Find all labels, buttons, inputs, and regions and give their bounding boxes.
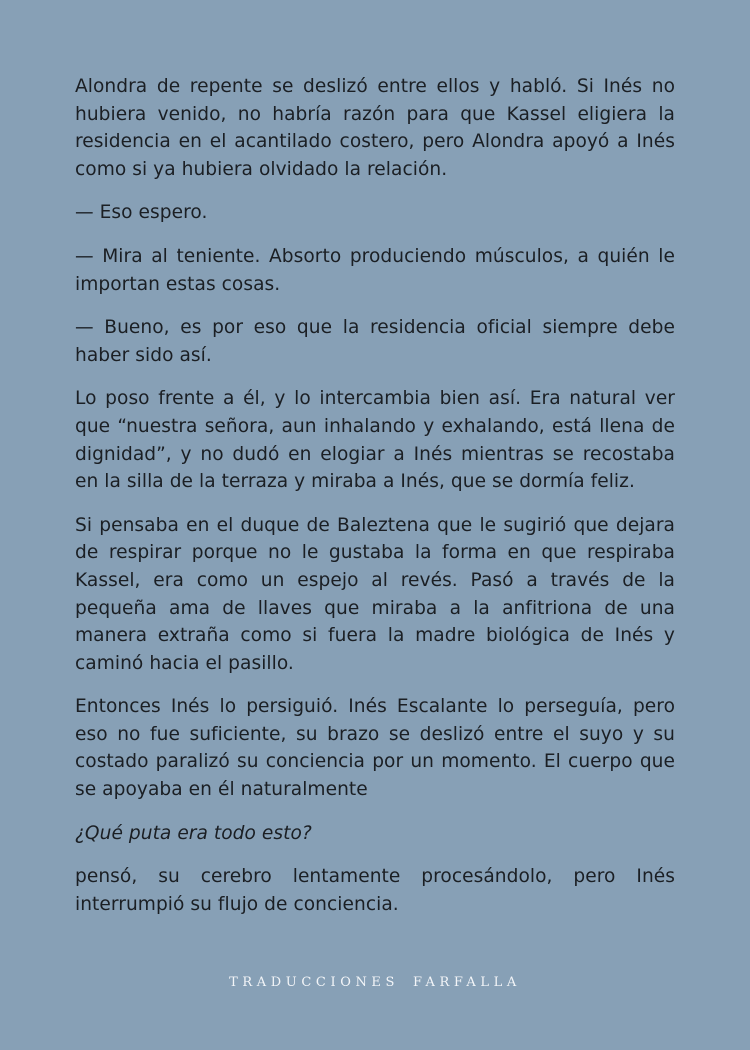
page-text [75,73,675,934]
paragraph-2: — Eso espero. [75,202,208,224]
paragraph-1: Alondra de repente se deslizó entre ellos y habló. Si Inés no hubiera venido, no habría razón para que Kassel eligiera la residencia en el acantilado costero, pero Alondra apoyó a Inés como si ya hubiera olvidado la relación. [75,76,675,180]
footer-credit [0,975,750,990]
paragraph-4: — Bueno, es por eso que la residencia oficial siempre debe haber sido así. [75,317,675,366]
paragraph-6: Si pensaba en el duque de Baleztena que le sugirió que dejara de respirar porque no le gustaba la forma en que respiraba Kassel, era como un espejo al revés. Pasó a través de la pequeña ama de llaves que miraba a la anfitriona de una manera extraña como si fuera la madre biológica de Inés y caminó hacia el pasillo. [75,514,675,674]
paragraph-7: Entonces Inés lo persiguió. Inés Escalante lo perseguía, pero eso no fue suficiente, su brazo se deslizó entre el suyo y su costado paralizó su conciencia por un momento. El cuerpo que se apoyaba en él naturalmente [75,696,675,801]
paragraph-9: pensó, su cerebro lentamente procesándolo, pero Inés interrumpió su flujo de conciencia. [75,866,675,915]
paragraph-8-italic-thought: ¿Qué puta era todo esto? [75,822,312,844]
footer-credit-left: TRADUCCIONES [229,975,400,990]
paragraph-5: Lo poso frente a él, y lo intercambia bien así. Era natural ver que “nuestra señora, aun inhalando y exhalando, está llena de dignidad”, y no dudó en elogiar a Inés mientras se recostaba en la silla de la terraza y miraba a Inés, que se dormía feliz. [75,388,675,493]
paragraph-3: — Mira al teniente. Absorto produciendo músculos, a quién le importan estas cosas. [75,245,675,295]
footer-credit-right: FARFALLA [413,975,521,990]
